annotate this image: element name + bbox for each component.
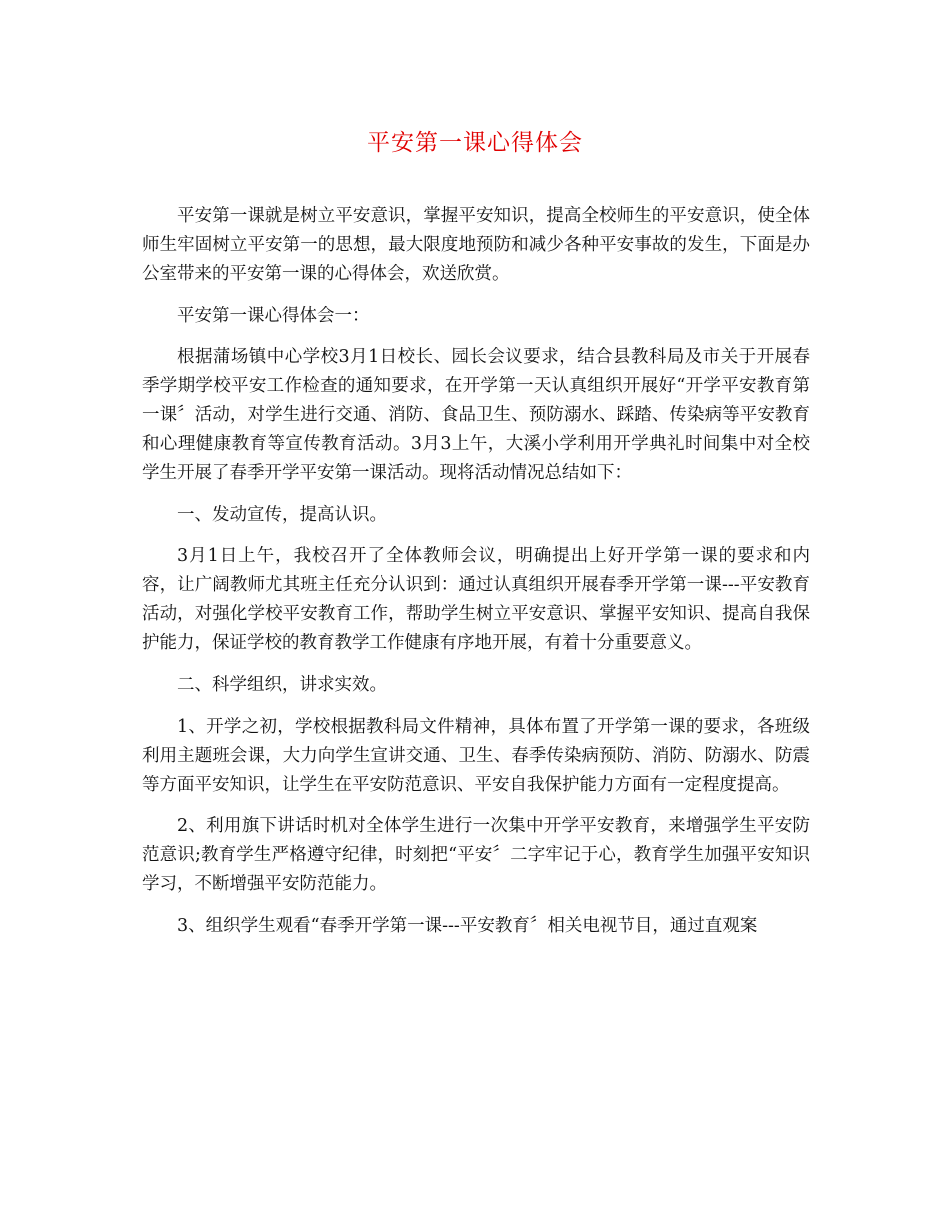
document-body: [142, 202, 810, 953]
paragraph-item-2: 2、利用旗下讲话时机对全体学生进行一次集中开学平安教育，来增强学生平安防范意识;教育学生严格遵守纪律，时刻把“平安〞二字牢记于心，教育学生加强平安知识学习，不断增强平安防范能力。: [142, 816, 810, 895]
document-title: 平安第一课心得体会: [367, 130, 583, 156]
paragraph-heading-one: 一、发动宣传，提高认识。: [177, 504, 387, 525]
paragraph-item-1: 1、开学之初，学校根据教科局文件精神，具体布置了开学第一课的要求，各班级利用主题班会课，大力向学生宣讲交通、卫生、春季传染病预防、消防、防溺水、防震等方面平安知识，让学生在平安防范意识、平安自我保护能力方面有一定程度提高。: [142, 716, 810, 795]
paragraph-section-heading: 平安第一课心得体会一：: [177, 305, 370, 326]
paragraph-meeting: 3月1日上午，我校召开了全体教师会议，明确提出上好开学第一课的要求和内容，让广阔教师尤其班主任充分认识到：通过认真组织开展春季开学第一课---平安教育活动，对强化学校平安教育工作，帮助学生树立平安意识、掌握平安知识、提高自我保护能力，保证学校的教育教学工作健康有序地开展，有着十分重要意义。: [142, 546, 810, 654]
paragraph-intro: 平安第一课就是树立平安意识，掌握平安知识，提高全校师生的平安意识，使全体师生牢固树立平安第一的思想，最大限度地预防和减少各种平安事故的发生，下面是办公室带来的平安第一课的心得体会，欢送欣赏。: [142, 206, 810, 284]
paragraph-item-3: 3、组织学生观看“春季开学第一课---平安教育〞相关电视节目，通过直观案: [177, 915, 758, 936]
paragraph-heading-two: 二、科学组织，讲求实效。: [177, 674, 387, 695]
paragraph-background: 根据蒲场镇中心学校3月1日校长、园长会议要求，结合县教科局及市关于开展春季学期学校平安工作检查的通知要求，在开学第一天认真组织开展好“开学平安教育第一课〞活动，对学生进行交通、消防、食品卫生、预防溺水、踩踏、传染病等平安教育和心理健康教育等宣传教育活动。3月3上午，大溪小学利用开学典礼时间集中对全校学生开展了春季开学平安第一课活动。现将活动情况总结如下：: [142, 347, 810, 484]
